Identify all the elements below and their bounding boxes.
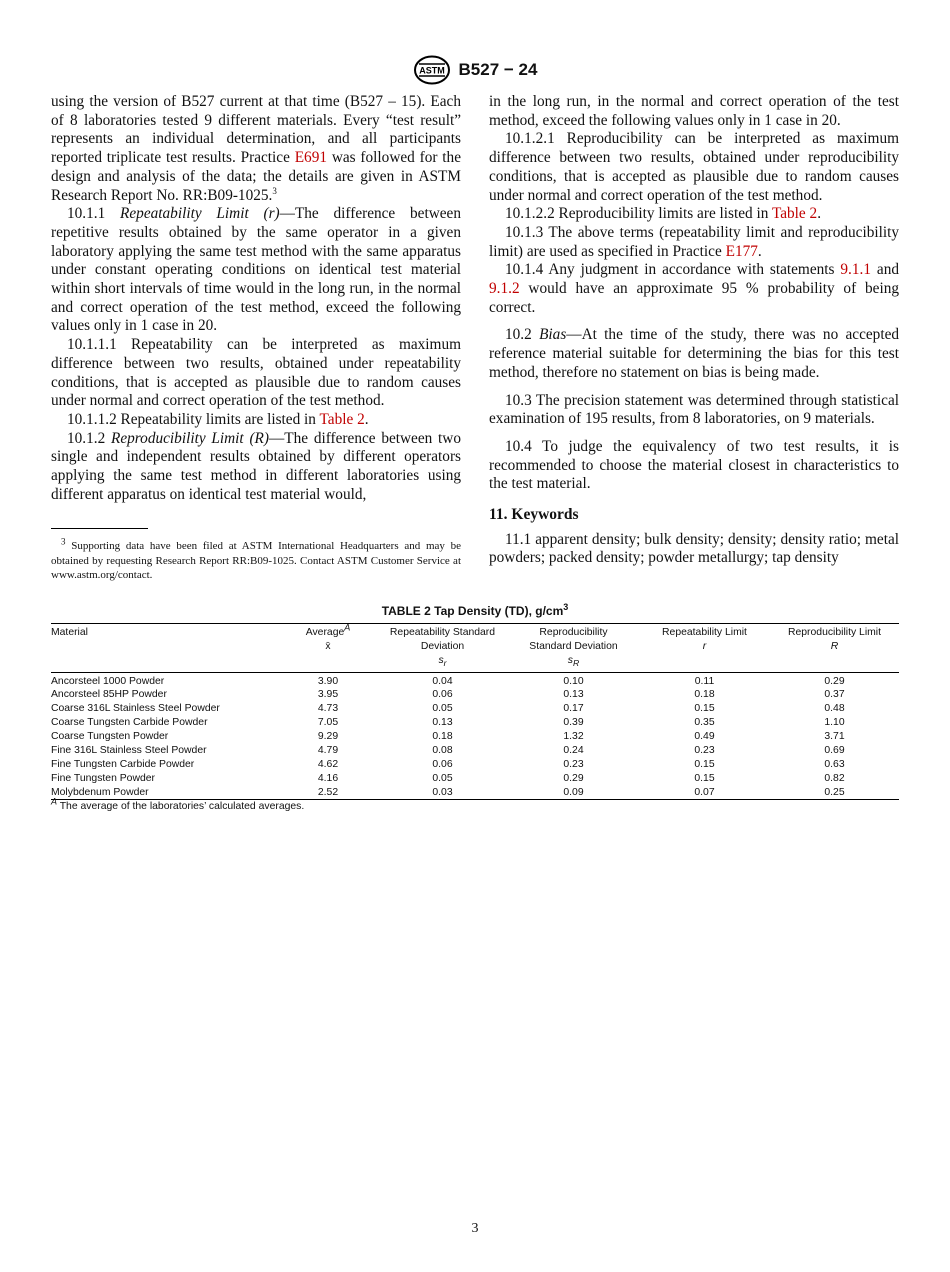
svg-text:ASTM: ASTM: [418, 65, 445, 76]
ref-table-2-link[interactable]: Table 2: [319, 410, 365, 428]
header-reproducibility-limit: Reproducibility Limit R: [788, 627, 881, 652]
paragraph-continued: in the long run, in the normal and correct operation of the test method, exceed the following values only in 1 case in 20.: [489, 93, 899, 129]
paragraph-10-3: 10.3 The precision statement was determined through statistical examination of 195 results, from 8 laboratories, on 9 materials.: [489, 391, 899, 428]
table-header-row: [51, 624, 899, 673]
paragraph-10-1-1: 10.1.1 Repeatability Limit (r)—The difference between repetitive results obtained by the same operator in a given laboratory applying the same test method with the same apparatus under constant operating conditions on identical test material within short intervals of time would in the long run, in the normal and correct operation of the test method, exceed the following values only in 1 case in 20.: [51, 205, 461, 335]
section-heading-keywords: 11. Keywords: [489, 506, 579, 524]
document-code: B527 − 24: [458, 60, 538, 79]
ref-9-1-2-link[interactable]: 9.1.2: [489, 280, 520, 298]
paragraph-11-1: 11.1 apparent density; bulk density; density; density ratio; metal powders; packed density; powder metallurgy; tap density: [489, 530, 899, 567]
ref-e691-link[interactable]: E691: [294, 149, 327, 167]
table-row: Ancorsteel 85HP Powder 3.95 0.06 0.13 0.18 0.37: [51, 689, 845, 701]
footnote-3: $^3$ Supporting data have been filed at ASTM International Headquarters and may be obtained by requesting Research Report RR:B09-1025. Contact ASTM Customer Service at www.astm.org/contact.: [51, 536, 461, 581]
header-average: Average$^A$ x̄: [305, 622, 351, 652]
table-row: Coarse Tungsten Carbide Powder 7.05 0.13 0.39 0.35 1.10: [51, 717, 845, 729]
header-reproducibility-sd: Reproducibility Standard Deviation $s_R$: [529, 627, 618, 668]
paragraph-10-1-1-2: 10.1.1.2 Repeatability limits are listed in Table 2.: [67, 410, 369, 428]
astm-logo-icon: [413, 55, 451, 85]
table-footnote: $^A$ The average of the laboratories’ calculated averages.: [51, 796, 305, 812]
paragraph-10-1-2-1: 10.1.2.1 Reproducibility can be interpreted as maximum difference between two results, obtained under reproducibility conditions, that is accepted as plausible due to random causes under normal and correct operation of the test method.: [489, 130, 899, 204]
paragraph-10-2: 10.2 Bias—At the time of the study, there was no accepted reference material suitable for determining the bias for this test method, therefore no statement on bias is being made.: [489, 326, 900, 381]
left-column: [51, 93, 461, 504]
table-row: Fine Tungsten Carbide Powder 4.62 0.06 0.23 0.15 0.63: [51, 758, 845, 770]
table-row: Ancorsteel 1000 Powder 3.90 0.04 0.10 0.11 0.29: [51, 675, 845, 687]
right-column: [489, 93, 899, 568]
paragraph-10-1-1-1: 10.1.1.1 Repeatability can be interpreted as maximum difference between two results, obtained under repeatability conditions, that is accepted as plausible due to random causes under normal and correct operation of the test method.: [51, 336, 461, 410]
table-row: Molybdenum Powder 2.52 0.03 0.09 0.07 0.25: [51, 786, 845, 798]
header-repeatability-sd: Repeatability Standard Deviation $s_r$: [389, 627, 496, 668]
footnote-marker: 3: [272, 185, 277, 196]
table-row: Fine 316L Stainless Steel Powder 4.79 0.08 0.24 0.23 0.69: [51, 744, 845, 756]
tap-density-table: [51, 623, 899, 800]
paragraph-10-1-2-2: 10.1.2.2 Reproducibility limits are listed in Table 2.: [505, 205, 822, 223]
page-header: [0, 55, 950, 85]
footnote-divider: [51, 528, 148, 529]
paragraph-10-1-2: 10.1.2 Reproducibility Limit (R)—The difference between two single and independent results obtained by different operators applying the same test method in different laboratories using different apparatus on identical test material would,: [51, 429, 461, 503]
ref-table-2-link[interactable]: Table 2: [771, 205, 818, 223]
paragraph-10-1-4: 10.1.4 Any judgment in accordance with statements 9.1.1 and 9.1.2 would have an approximate 95 % probability of being correct.: [489, 261, 899, 316]
paragraph-10-1-3: 10.1.3 The above terms (repeatability limit and reproducibility limit) are used as specified in Practice E177.: [489, 223, 899, 260]
header-material: Material: [51, 627, 88, 638]
table-row: Fine Tungsten Powder 4.16 0.05 0.29 0.15 0.82: [51, 772, 845, 784]
table-row: Coarse 316L Stainless Steel Powder 4.73 0.05 0.17 0.15 0.48: [51, 703, 845, 715]
header-repeatability-limit: Repeatability Limit r: [662, 627, 747, 652]
table-title: TABLE 2 Tap Density (TD), $g/cm^3$: [381, 602, 569, 618]
table-row: Coarse Tungsten Powder 9.29 0.18 1.32 0.49 3.71: [51, 731, 845, 743]
paragraph-10-4: 10.4 To judge the equivalency of two test results, it is recommended to choose the material closest in characteristics to the test material.: [489, 437, 899, 493]
paragraph-intro: using the version of B527 current at that time (B527 – 15). Each of 8 laboratories tested 9 different materials. Every “test result” represents an individual determination, and all participants reported triplicate test results. Practice E691 was followed for the design and analysis of the data; the details are given in ASTM Research Report No. RR:B09-1025.$^3$: [51, 93, 461, 204]
ref-9-1-1-link[interactable]: 9.1.1: [840, 261, 871, 279]
page-number: 3: [471, 1221, 479, 1236]
ref-e177-link[interactable]: E177: [725, 242, 758, 260]
